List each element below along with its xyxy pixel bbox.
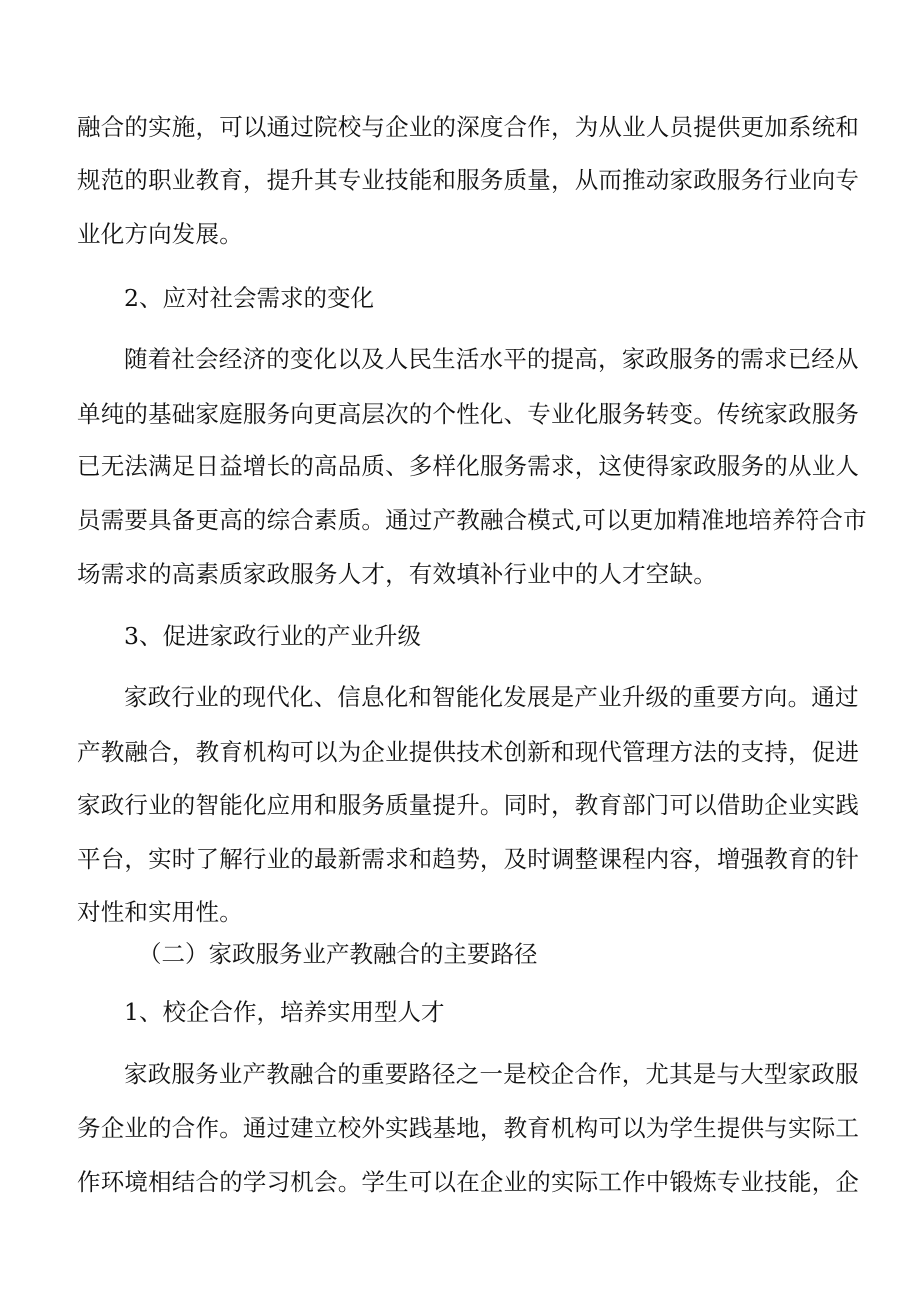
paragraph-line: 随着社会经济的变化以及人民生活水平的提高，家政服务的需求已经从 bbox=[124, 345, 859, 373]
paragraph-line: 单纯的基础家庭服务向更高层次的个性化、专业化服务转变。传统家政服务 bbox=[77, 400, 860, 428]
section-heading: （二）家政服务业产教融合的主要路径 bbox=[138, 940, 538, 968]
paragraph-line: 作环境相结合的学习机会。学生可以在企业的实际工作中锻炼专业技能，企 bbox=[77, 1168, 860, 1196]
paragraph-line: 家政服务业产教融合的重要路径之一是校企合作，尤其是与大型家政服 bbox=[124, 1060, 859, 1088]
paragraph-line: 员需要具备更高的综合素质。通过产教融合模式,可以更加精准地培养符合市 bbox=[77, 506, 867, 534]
paragraph-line: 家政行业的智能化应用和服务质量提升。同时，教育部门可以借助企业实践 bbox=[77, 791, 860, 819]
subsection-heading: 1、校企合作，培养实用型人才 bbox=[124, 998, 445, 1026]
paragraph-line: 已无法满足日益增长的高品质、多样化服务需求，这使得家政服务的从业人 bbox=[77, 452, 860, 480]
paragraph-line: 业化方向发展。 bbox=[77, 220, 243, 248]
paragraph-line: 家政行业的现代化、信息化和智能化发展是产业升级的重要方向。通过 bbox=[124, 683, 859, 711]
paragraph-line: 平台，实时了解行业的最新需求和趋势，及时调整课程内容，增强教育的针 bbox=[77, 845, 860, 873]
paragraph-line: 务企业的合作。通过建立校外实践基地，教育机构可以为学生提供与实际工 bbox=[77, 1114, 860, 1142]
subsection-heading: 3、促进家政行业的产业升级 bbox=[124, 622, 421, 650]
paragraph-line: 产教融合，教育机构可以为企业提供技术创新和现代管理方法的支持，促进 bbox=[77, 738, 860, 766]
paragraph-line: 对性和实用性。 bbox=[77, 898, 243, 926]
subsection-heading: 2、应对社会需求的变化 bbox=[124, 284, 374, 312]
paragraph-line: 场需求的高素质家政服务人才，有效填补行业中的人才空缺。 bbox=[77, 560, 717, 588]
paragraph-line: 规范的职业教育，提升其专业技能和服务质量，从而推动家政服务行业向专 bbox=[77, 166, 860, 194]
paragraph-line: 融合的实施，可以通过院校与企业的深度合作，为从业人员提供更加系统和 bbox=[77, 113, 860, 141]
